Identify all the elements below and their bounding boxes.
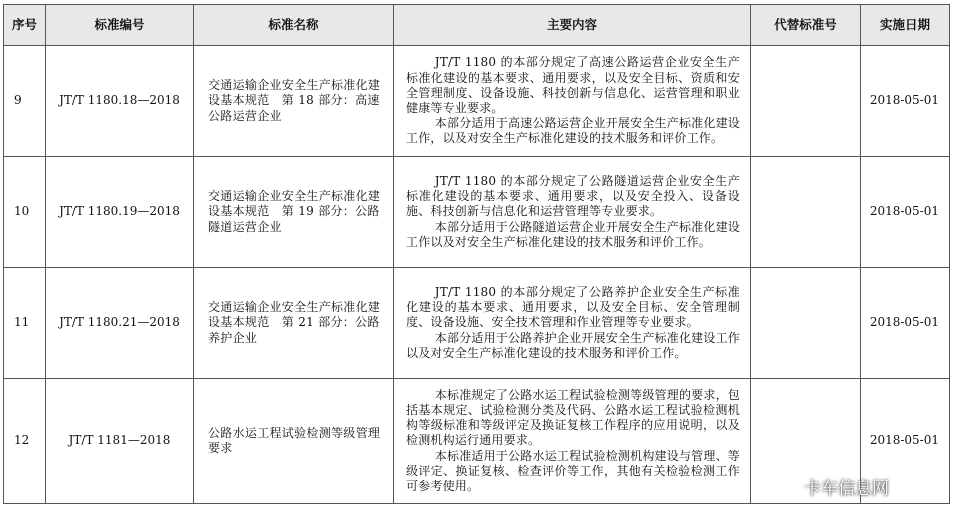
row-num: 9 xyxy=(4,46,46,157)
content-paragraph: 本标准适用于公路水运工程试验检测机构建设与管理、等级评定、换证复核、检查评价等工作，其他有关检验检测工作可参考使用。 xyxy=(406,448,740,493)
row-num: 12 xyxy=(4,379,46,504)
content-paragraph: JT/T 1180 的本部分规定了高速公路运营企业安全生产标准化建设的基本要求、通用要求，以及安全目标、资质和安全管理制度、设备设施、科技创新与信息化、运营管理和职业健康等专业要求。 xyxy=(406,55,740,115)
row-content xyxy=(394,157,751,268)
row-replace xyxy=(751,157,861,268)
row-name: 交通运输企业安全生产标准化建设基本规范 第 21 部分：公路养护企业 xyxy=(194,268,394,379)
header-replace: 代替标准号 xyxy=(751,5,861,46)
header-date: 实施日期 xyxy=(861,5,950,46)
content-paragraph: JT/T 1180 的本部分规定了公路养护企业安全生产标准化建设的基本要求、通用要求，以及安全目标、安全管理制度、设备设施、安全技术管理和作业管理等专业要求。 xyxy=(406,284,740,330)
content-paragraph: 本部分适用于公路养护企业开展安全生产标准化建设工作以及对安全生产标准化建设的技术服务和评价工作。 xyxy=(406,330,740,360)
row-replace xyxy=(751,268,861,379)
header-content: 主要内容 xyxy=(394,5,751,46)
header-code: 标准编号 xyxy=(46,5,194,46)
row-content xyxy=(394,268,751,379)
table-row xyxy=(4,46,950,157)
row-date: 2018-05-01 xyxy=(861,46,950,157)
row-content xyxy=(394,379,751,504)
watermark xyxy=(770,474,889,499)
row-name: 交通运输企业安全生产标准化建设基本规范 第 18 部分：高速公路运营企业 xyxy=(194,46,394,157)
row-date: 2018-05-01 xyxy=(861,268,950,379)
row-name: 公路水运工程试验检测等级管理要求 xyxy=(194,379,394,504)
header-num: 序号 xyxy=(4,5,46,46)
content-paragraph: JT/T 1180 的本部分规定了公路隧道运营企业安全生产标准化建设的基本要求、通用要求，以及安全投入、设备设施、科技创新与信息化和运营管理等专业要求。 xyxy=(406,173,740,219)
watermark-text: 卡车信息网 xyxy=(804,479,889,499)
row-code: JT/T 1180.21—2018 xyxy=(46,268,194,379)
wechat-icon xyxy=(770,475,798,499)
row-num: 11 xyxy=(4,268,46,379)
header-name: 标准名称 xyxy=(194,5,394,46)
standards-table xyxy=(3,4,950,504)
row-date: 2018-05-01 xyxy=(861,379,950,504)
table-row xyxy=(4,157,950,268)
row-date: 2018-05-01 xyxy=(861,157,950,268)
row-code: JT/T 1181—2018 xyxy=(46,379,194,504)
table-row xyxy=(4,268,950,379)
content-paragraph: 本部分适用于高速公路运营企业开展安全生产标准化建设工作，以及对安全生产标准化建设的技术服务和评价工作。 xyxy=(406,116,740,146)
content-paragraph: 本标准规定了公路水运工程试验检测等级管理的要求，包括基本规定、试验检测分类及代码、公路水运工程试验检测机构等级标准和等级评定及换证复核工作程序的应用说明，以及检测机构运行通用要求。 xyxy=(406,387,740,448)
header-row xyxy=(4,5,950,46)
row-content xyxy=(394,46,751,157)
row-code: JT/T 1180.19—2018 xyxy=(46,157,194,268)
row-name: 交通运输企业安全生产标准化建设基本规范 第 19 部分：公路隧道运营企业 xyxy=(194,157,394,268)
row-num: 10 xyxy=(4,157,46,268)
content-paragraph: 本部分适用于公路隧道运营企业开展安全生产标准化建设工作以及对安全生产标准化建设的技术服务和评价工作。 xyxy=(406,219,740,249)
row-replace xyxy=(751,46,861,157)
row-code: JT/T 1180.18—2018 xyxy=(46,46,194,157)
